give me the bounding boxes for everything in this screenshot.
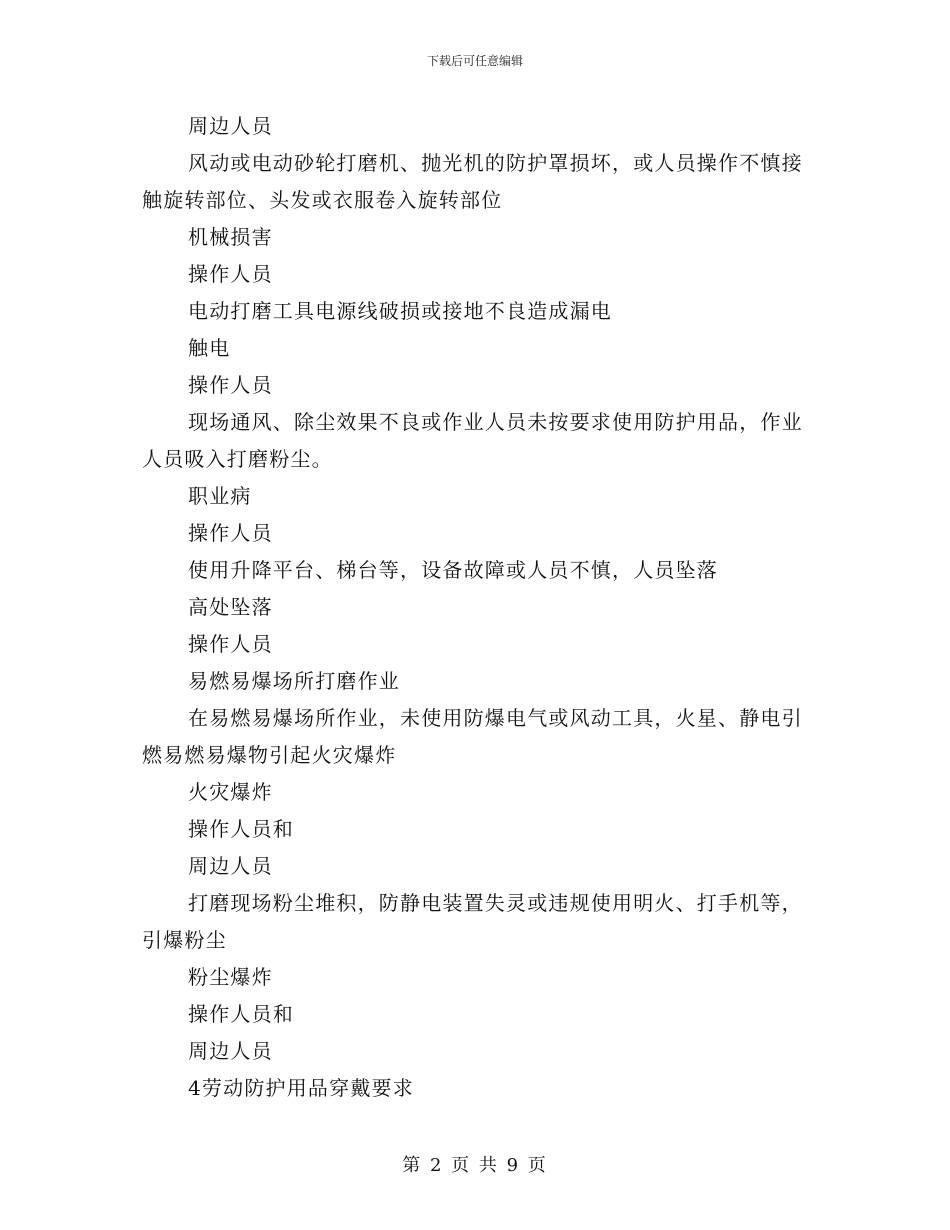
paragraph: 操作人员和 (188, 1002, 294, 1026)
paragraph: 操作人员 (188, 521, 273, 545)
paragraph: 操作人员 (188, 373, 273, 397)
paragraph: 操作人员 (188, 632, 273, 656)
paragraph: 火灾爆炸 (188, 780, 273, 804)
paragraph: 操作人员 (188, 262, 273, 286)
paragraph: 风动或电动砂轮打磨机、抛光机的防护罩损坏，或人员操作不慎接触旋转部位、头发或衣服卷入旋转部位 (142, 151, 803, 212)
paragraph: 操作人员和 (188, 817, 294, 841)
document-body (142, 108, 810, 1107)
paragraph: 周边人员 (188, 854, 273, 878)
paragraph: 粉尘爆炸 (188, 965, 273, 989)
paragraph: 职业病 (188, 484, 252, 508)
paragraph: 电动打磨工具电源线破损或接地不良造成漏电 (188, 299, 612, 323)
paragraph: 周边人员 (188, 1039, 273, 1063)
paragraph: 触电 (188, 336, 231, 360)
page-number: 第 2 页 共 9 页 (402, 1155, 548, 1176)
section-heading: 4劳动防护用品穿戴要求 (188, 1076, 414, 1100)
page-header: 下载后可任意编辑 (426, 54, 523, 68)
paragraph: 现场通风、除尘效果不良或作业人员未按要求使用防护用品，作业人员吸入打磨粉尘。 (142, 410, 803, 471)
paragraph: 打磨现场粉尘堆积，防静电装置失灵或违规使用明火、打手机等，引爆粉尘 (142, 891, 803, 952)
section-subtitle: 易燃易爆场所打磨作业 (188, 669, 400, 693)
paragraph: 高处坠落 (188, 595, 273, 619)
paragraph: 在易燃易爆场所作业，未使用防爆电气或风动工具，火星、静电引燃易燃易爆物引起火灾爆炸 (142, 706, 803, 767)
paragraph: 使用升降平台、梯台等，设备故障或人员不慎，人员坠落 (188, 558, 718, 582)
paragraph: 周边人员 (188, 114, 273, 138)
paragraph: 机械损害 (188, 225, 273, 249)
